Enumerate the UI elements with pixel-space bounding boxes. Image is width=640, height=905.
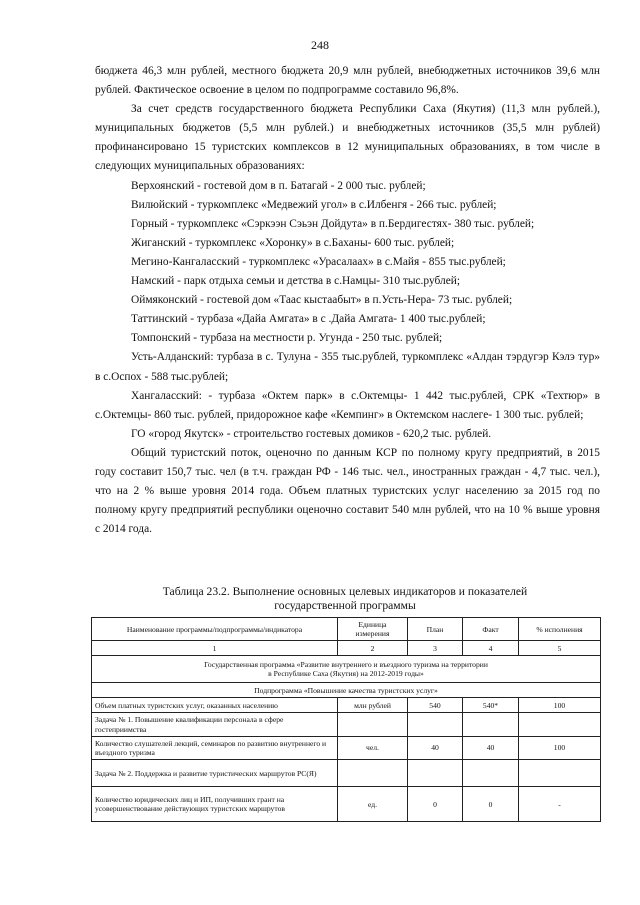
program-title-line: в Республике Саха (Якутия) на 2012-2019 годы» <box>268 669 424 679</box>
program-row <box>92 656 601 683</box>
indicators-table <box>91 617 601 822</box>
indicator-fact <box>463 713 519 736</box>
indicator-unit <box>338 713 408 736</box>
indicator-plan <box>408 760 463 787</box>
indicator-percent: 100 <box>519 736 601 759</box>
indicator-fact: 540* <box>463 698 519 713</box>
indicator-plan <box>408 713 463 736</box>
table-row <box>92 736 601 759</box>
paragraph: Томпонский - турбаза на местности р. Угунда - 250 тыс. рублей; <box>131 332 443 345</box>
paragraph: Усть-Алданский: турбаза в с. Тулуна - 355 тыс.рублей, туркомплекс «Алдан тэрдугэр Кэлэ тур» в с.Оспох - 588 тыс.рублей; <box>95 351 600 383</box>
paragraph: Намский - парк отдыха семьи и детства в с.Намцы- 310 тыс.рублей; <box>131 275 461 288</box>
table-title <box>90 585 600 613</box>
table-row <box>92 698 601 713</box>
indicator-percent: - <box>519 787 601 822</box>
column-number: 5 <box>519 641 601 656</box>
indicator-plan: 40 <box>408 736 463 759</box>
table-title-line: государственной программы <box>274 599 416 612</box>
table-title-line: Таблица 23.2. Выполнение основных целевых индикаторов и показателей <box>162 585 528 598</box>
paragraph: За счет средств государственного бюджета Республики Саха (Якутия) (11,3 млн рублей.), муниципальных бюджетов (5,5 млн рублей.) и внебюджетных источников (35,5 млн рублей) профинансировано 15 туристских комплексов в 12 муниципальных образованиях, в том числе в следующих муниципальных образованиях: <box>95 103 600 173</box>
indicator-unit <box>338 760 408 787</box>
task-name: Задача № 2. Поддержка и развитие туристических маршрутов РС(Я) <box>92 760 338 787</box>
table-row <box>92 787 601 822</box>
paragraph: бюджета 46,3 млн рублей, местного бюджета 20,9 млн рублей, внебюджетных источников 39,6 млн рублей. Фактическое освоение в целом по подпрограмме составило 96,8%. <box>95 65 600 97</box>
paragraph: Мегино-Кангаласский - туркомплекс «Урасалаах» в с.Майя - 855 тыс.рублей; <box>131 255 506 268</box>
table-row <box>92 760 601 787</box>
header-cell: % исполнения <box>519 618 601 641</box>
subprogram-row <box>92 683 601 698</box>
indicator-unit: чел. <box>338 736 408 759</box>
column-number: 4 <box>463 641 519 656</box>
task-name: Задача № 1. Повышение квалификации персонала в сфере гостеприимства <box>92 713 338 736</box>
indicator-name: Объем платных туристских услуг, оказанных населению <box>92 698 338 713</box>
column-number: 1 <box>92 641 338 656</box>
indicator-name: Количество слушателей лекций, семинаров по развитию внутреннего и въездного туризма <box>92 736 338 759</box>
indicator-name: Количество юридических лиц и ИП, получивших грант на усовершенствование действующих туристских маршрутов <box>92 787 338 822</box>
indicator-percent <box>519 713 601 736</box>
header-cell: План <box>408 618 463 641</box>
table-header-row <box>92 618 601 641</box>
paragraph: ГО «город Якутск» - строительство гостевых домиков - 620,2 тыс. рублей. <box>131 427 492 440</box>
paragraph: Хангаласский: - турбаза «Октем парк» в с.Октемцы- 1 442 тыс.рублей, СРК «Техтюр» в с.Октемцы- 860 тыс. рублей, придорожное кафе «Кемпинг» в Октемском наслеге- 1 300 тыс. рублей; <box>95 389 600 421</box>
paragraph: Горный - туркомплекс «Сэркээн Сэьэн Дойдута» в п.Бердигестях- 380 тыс. рублей; <box>131 217 535 230</box>
indicator-fact: 0 <box>463 787 519 822</box>
paragraph: Вилюйский - туркомплекс «Медвежий угол» в с.Илбенгя - 266 тыс. рублей; <box>131 198 497 211</box>
header-cell: Наименование программы/подпрограммы/индикатора <box>92 618 338 641</box>
table-row <box>92 713 601 736</box>
indicator-fact: 40 <box>463 736 519 759</box>
column-number: 2 <box>338 641 408 656</box>
page-number: 248 <box>311 38 329 52</box>
program-title-line: Государственная программа «Развитие внутреннего и въездного туризма на территории <box>204 660 488 670</box>
paragraph: Оймяконский - гостевой дом «Таас кыстаабыт» в п.Усть-Нера- 73 тыс. рублей; <box>131 294 513 307</box>
paragraph: Жиганский - туркомплекс «Хоронку» в с.Баханы- 600 тыс. рублей; <box>131 236 455 249</box>
paragraph: Верхоянский - гостевой дом в п. Батагай - 2 000 тыс. рублей; <box>131 179 426 192</box>
subprogram-title: Подпрограмма «Повышение качества туристских услуг» <box>92 683 601 698</box>
indicator-percent: 100 <box>519 698 601 713</box>
program-title <box>92 656 601 683</box>
indicator-plan: 0 <box>408 787 463 822</box>
indicator-unit: ед. <box>338 787 408 822</box>
paragraph: Таттинский - турбаза «Дайа Амгата» в с .Дайа Амгата- 1 400 тыс.рублей; <box>131 313 486 326</box>
header-cell: Единица измерения <box>338 618 408 641</box>
body-text <box>95 62 600 539</box>
column-number: 3 <box>408 641 463 656</box>
header-cell: Факт <box>463 618 519 641</box>
indicator-percent <box>519 760 601 787</box>
column-number-row <box>92 641 601 656</box>
indicator-plan: 540 <box>408 698 463 713</box>
indicator-fact <box>463 760 519 787</box>
paragraph: Общий туристский поток, оценочно по данным КСР по полному кругу предприятий, в 2015 году составит 150,7 тыс. чел (в т.ч. граждан РФ - 146 тыс. чел., иностранных граждан - 4,7 тыс. чел.), что на 2 % выше уровня 2014 года. Объем платных туристских услуг населению за 2015 год по полному кругу предприятий республики оценочно составит 540 млн рублей, что на 10 % выше уровня с 2014 года. <box>95 446 600 536</box>
indicator-unit: млн рублей <box>338 698 408 713</box>
